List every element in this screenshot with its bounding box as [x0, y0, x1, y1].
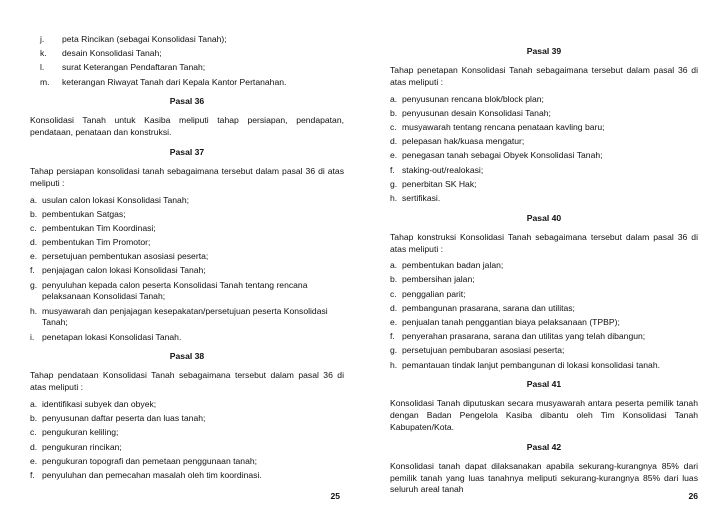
list-item: h. pemantauan tindak lanjut pembangunan di lokasi konsolidasi tanah. — [390, 359, 660, 370]
list-item: l. surat Keterangan Pendaftaran Tanah; — [40, 62, 206, 73]
paragraph-pasal-41: Konsolidasi Tanah diputuskan secara musyawarah antara peserta pemilik tanah dengan Badan Pengelola Kasiba dibantu oleh Tim Konsolidasi Tanah Kabupaten/Kota. — [390, 398, 698, 432]
list-item: a. pembentukan badan jalan; — [390, 260, 504, 271]
list-item: d. pembentukan Tim Promotor; — [30, 237, 151, 248]
list-item: b. penyusunan daftar peserta dan luas tanah; — [30, 413, 206, 424]
list-item: k. desain Konsolidasi Tanah; — [40, 48, 162, 59]
page-number: 26 — [688, 491, 698, 501]
list-item: a. usulan calon lokasi Konsolidasi Tanah; — [30, 194, 189, 205]
list-item: c. pengukuran keliling; — [30, 427, 119, 438]
heading-pasal-39: Pasal 39 — [526, 46, 562, 56]
list-item: f. penjajagan calon lokasi Konsolidasi Tanah; — [30, 265, 206, 276]
list-item: f. penyerahan prasarana, sarana dan utilitas yang telah dibangun; — [390, 331, 646, 342]
list-pasal-38 — [30, 399, 344, 482]
list-item: b. penyusunan desain Konsolidasi Tanah; — [390, 107, 551, 118]
list-pasal-37 — [30, 195, 344, 344]
list-item: c. penggalian parit; — [390, 288, 466, 299]
page-right — [364, 0, 728, 515]
heading-pasal-36: Pasal 36 — [169, 96, 205, 107]
intro-pasal-39: Tahap penetapan Konsolidasi Tanah sebagaimana tersebut dalam pasal 36 di atas meliputi : — [390, 65, 698, 87]
list-item: m. keterangan Riwayat Tanah dari Kepala Kantor Pertanahan. — [40, 76, 287, 87]
list-pasal-39 — [390, 94, 698, 205]
list-item: d. pelepasan hak/kuasa mengatur; — [390, 136, 525, 147]
list-item: h. musyawarah dan penjajagan kesepakatan/persetujuan peserta Konsolidasi Tanah; — [30, 305, 328, 328]
list-item: e. pengukuran topografi dan pemetaan penggunaan tanah; — [30, 455, 258, 466]
list-item: j. peta Rincikan (sebagai Konsolidasi Tanah); — [40, 34, 227, 44]
list-item: c. pembentukan Tim Koordinasi; — [30, 222, 156, 233]
heading-pasal-38: Pasal 38 — [169, 351, 205, 362]
intro-pasal-38: Tahap pendataan Konsolidasi Tanah sebagaimana tersebut dalam pasal 36 di atas meliputi : — [30, 370, 344, 393]
paragraph-pasal-36: Konsolidasi Tanah untuk Kasiba meliputi tahap persiapan, pendapatan, pendataan, penataan dan konstruksi. — [30, 115, 344, 138]
list-item: h. sertifikasi. — [390, 192, 441, 203]
list-continuation — [30, 34, 344, 88]
heading-pasal-42: Pasal 42 — [526, 441, 562, 452]
list-item: e. persetujuan pembentukan asosiasi peserta; — [30, 251, 209, 262]
list-item: g. penerbitan SK Hak; — [390, 178, 477, 189]
intro-pasal-37: Tahap persiapan konsolidasi tanah sebagaimana tersebut dalam pasal 36 di atas meliputi : — [30, 165, 344, 188]
intro-pasal-40: Tahap konstruksi Konsolidasi Tanah sebagaimana tersebut dalam pasal 36 di atas meliputi : — [390, 231, 698, 254]
list-pasal-40 — [390, 260, 698, 371]
list-item: f. penyuluhan dan pemecahan masalah oleh tim koordinasi. — [30, 469, 262, 480]
list-item: g. persetujuan pembubaran asosiasi peserta; — [390, 345, 565, 356]
list-item: e. penjualan tanah penggantian biaya pelaksanaan (TPBP); — [390, 317, 620, 328]
list-item: e. penegasan tanah sebagai Obyek Konsolidasi Tanah; — [390, 150, 603, 161]
list-item: b. pembersihan jalan; — [390, 274, 475, 285]
paragraph-pasal-42: Konsolidasi tanah dapat dilaksanakan apabila sekurang-kurangnya 85% dari pemilik tanah yang luas tanahnya meliputi sekurang-kurangnya 85% dari luas seluruh areal tanah — [390, 460, 698, 495]
list-item: a. identifikasi subyek dan obyek; — [30, 399, 157, 410]
list-item: f. staking-out/realokasi; — [390, 164, 484, 175]
page-number: 25 — [330, 491, 340, 501]
list-item: i. penetapan lokasi Konsolidasi Tanah. — [30, 331, 182, 342]
heading-pasal-37: Pasal 37 — [169, 146, 205, 157]
list-item: d. pengukuran rincikan; — [30, 441, 122, 452]
list-item: b. pembentukan Satgas; — [30, 208, 126, 219]
list-item: d. pembangunan prasarana, sarana dan utilitas; — [390, 302, 575, 313]
list-item: a. penyusunan rencana blok/block plan; — [390, 93, 544, 104]
list-item: c. musyawarah tentang rencana penataan kavling baru; — [390, 121, 605, 132]
heading-pasal-40: Pasal 40 — [526, 212, 562, 223]
heading-pasal-41: Pasal 41 — [526, 379, 562, 390]
list-item: g. penyuluhan kepada calon peserta Konsolidasi Tanah tentang rencana pelaksanaan Konsolidasi Tanah; — [30, 279, 308, 302]
